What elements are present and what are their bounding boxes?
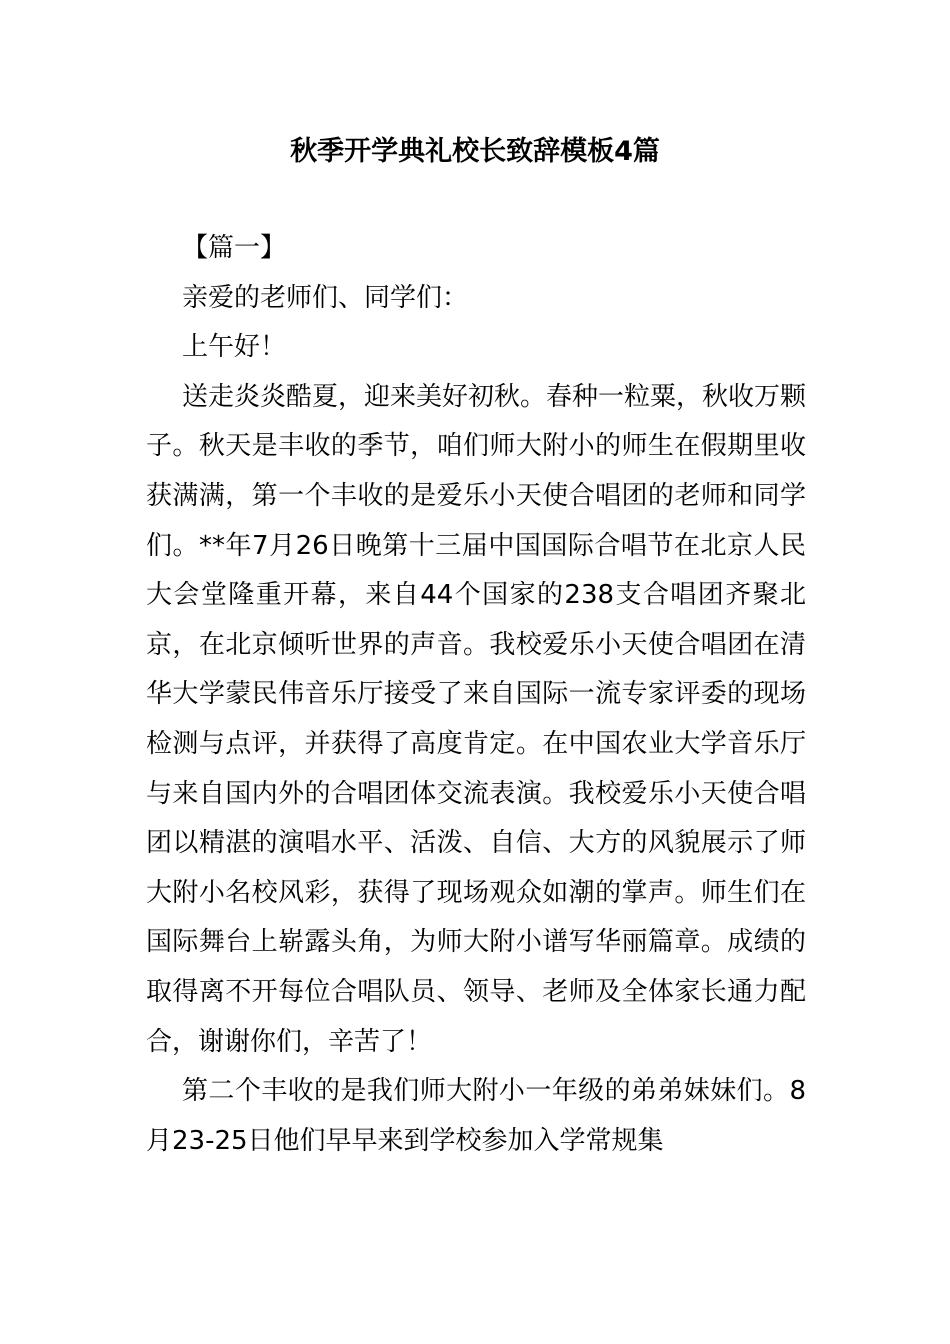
body-paragraph: 送走炎炎酷夏，迎来美好初秋。春种一粒粟，秋收万颗子。秋天是丰收的季节，咱们师大附小的师生在假期里收获满满，第一个丰收的是爱乐小天使合唱团的老师和同学们。**年7月26日晚第十三届中国国际合唱节在北京人民大会堂隆重开幕，来自44个国家的238支合唱团齐聚北京，在北京倾听世界的声音。我校爱乐小天使合唱团在清华大学蒙民伟音乐厅接受了来自国际一流专家评委的现场检测与点评，并获得了高度肯定。在中国农业大学音乐厅与来自国内外的合唱团体交流表演。我校爱乐小天使合唱团以精湛的演唱水平、活泼、自信、大方的风貌展示了师大附小名校风彩，获得了现场观众如潮的掌声。师生们在国际舞台上崭露头角，为师大附小谱写华丽篇章。成绩的取得离不开每位合唱队员、领导、老师及全体家长通力配合，谢谢你们，辛苦了！ xyxy=(146,381,807,1057)
body-paragraph: 第二个丰收的是我们师大附小一年级的弟弟妹妹们。8月23-25日他们早早来到学校参加入学常规集 xyxy=(146,1076,806,1156)
document-title: 秋季开学典礼校长致辞模板4篇 xyxy=(290,136,660,167)
salutation: 亲爱的老师们、同学们： xyxy=(182,282,469,313)
document-body xyxy=(146,224,806,1166)
greeting: 上午好！ xyxy=(182,332,287,363)
section-heading: 【篇一】 xyxy=(182,233,287,263)
